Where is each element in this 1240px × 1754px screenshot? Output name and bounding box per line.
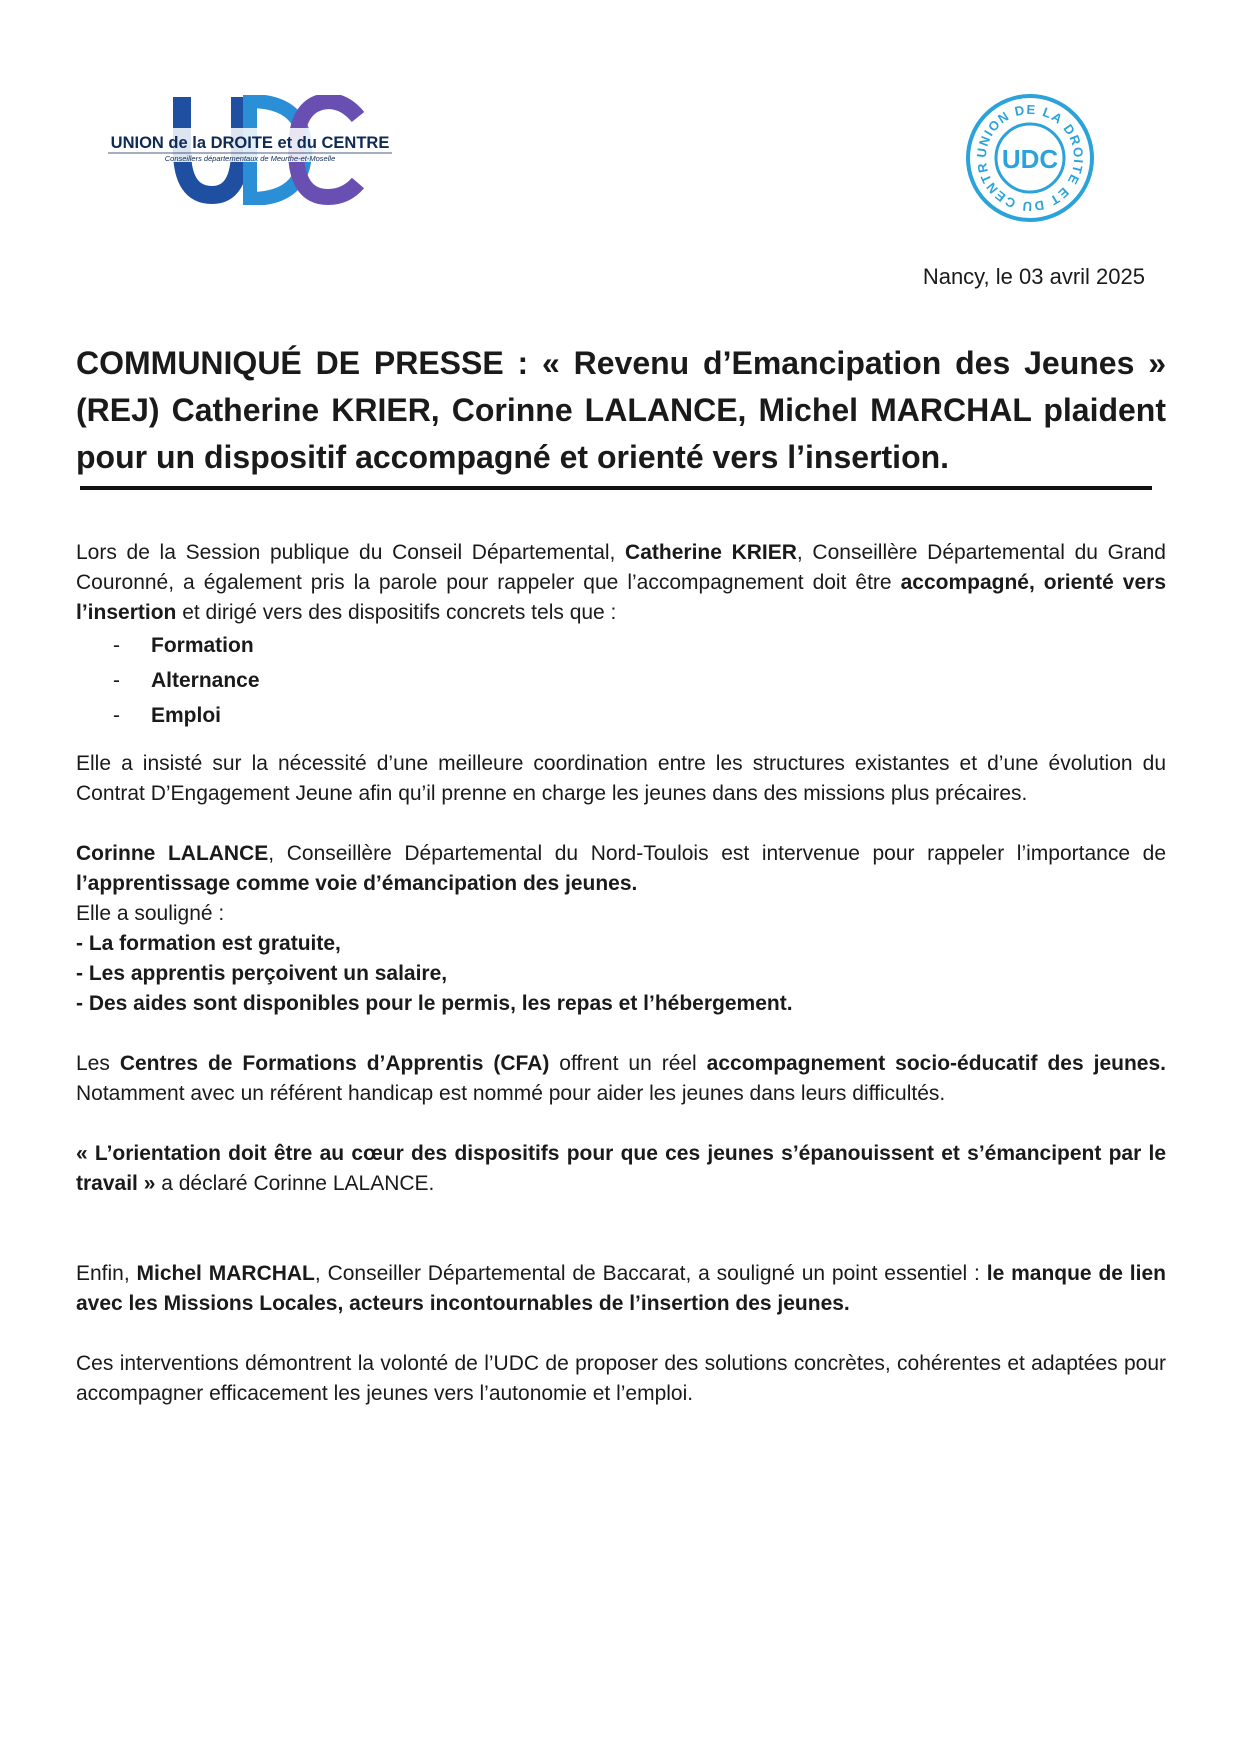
emphasis: accompagnement socio-éducatif des jeunes. [706,1052,1166,1075]
list-item: - La formation est gratuite, [76,932,341,955]
press-body [76,538,1166,1409]
text: Lors de la Session publique du Conseil Départemental, [76,541,626,564]
emphasis: Centres de Formations d’Apprentis (CFA) [119,1052,550,1075]
list-item: - Des aides sont disponibles pour le permis, les repas et l’hébergement. [76,992,793,1015]
dispositifs-list [76,628,1166,733]
text: et dirigé vers des dispositifs concrets tels que : [176,601,617,624]
udc-seal-graphic [964,92,1096,224]
udc-seal [964,92,1096,224]
logo-text-sub: Conseillers départementaux de Meurthe-et-Moselle [164,154,336,163]
lalance-intro: Elle a souligné : [76,902,225,925]
quote: « L’orientation doit être au cœur des dispositifs pour que ces jeunes s’épanouissent et s’émancipent par le travail » [76,1142,1166,1195]
text: Enfin, [76,1262,137,1285]
text: , Conseillère Départemental du Grand Couronné, a également pris la parole pour rappeler que l’accompagnement doit être [76,541,1166,594]
page-title: COMMUNIQUÉ DE PRESSE : « Revenu d’Emancipation des Jeunes » (REJ) Catherine KRIER, Corinne LALANCE, Michel MARCHAL plaident pour un dispositif accompagné et orienté vers l’insertion. [76,345,1166,475]
seal-ring-text: UNION DE LA DROITE ET DU CENTR [973,101,1087,215]
udc-logo [100,95,400,205]
text: offrent un réel [549,1052,707,1075]
seal-center-text: UDC [1001,144,1059,174]
press-date: Nancy, le 03 avril 2025 [922,264,1145,289]
list-item: - Alternance [76,663,1166,698]
text: , Conseiller Départemental de Baccarat, a souligné un point essentiel : [314,1262,987,1285]
name-krier: Catherine KRIER [625,541,797,564]
paragraph-krier [76,538,1166,628]
emphasis: le manque de lien avec les Missions Locales, acteurs incontournables de l’insertion des jeunes. [76,1262,1166,1315]
emphasis: accompagné, orienté vers l’insertion [76,571,1166,624]
paragraph-conclusion: Ces interventions démontrent la volonté de l’UDC de proposer des solutions concrètes, cohérentes et adaptées pour accompagner efficacement les jeunes vers l’autonomie et l’emploi. [76,1352,1166,1405]
paragraph-lalance [76,839,1166,899]
text: a déclaré Corinne LALANCE. [155,1172,435,1195]
udc-logo-graphic [100,95,400,205]
paragraph-marchal [76,1259,1166,1319]
text: Notamment avec un référent handicap est nommé pour aider les jeunes dans leurs difficultés. [76,1082,946,1105]
paragraph-coordination: Elle a insisté sur la nécessité d’une meilleure coordination entre les structures existantes et d’une évolution du Contrat D’Engagement Jeune afin qu’il prenne en charge les jeunes dans des missions plus précaires. [76,752,1166,805]
logo-text-main: UNION de la DROITE et du CENTRE [110,134,390,152]
list-item: - Emploi [76,698,1166,733]
name-lalance: Corinne LALANCE [76,842,269,865]
list-item: - Les apprentis perçoivent un salaire, [76,962,448,985]
paragraph-quote [76,1139,1166,1199]
text: , Conseillère Départemental du Nord-Toulois est intervenue pour rappeler l’importance de [268,842,1166,865]
name-marchal: Michel MARCHAL [136,1262,315,1285]
paragraph-cfa [76,1049,1166,1109]
text: Les [76,1052,120,1075]
list-item: - Formation [76,628,1166,663]
emphasis: l’apprentissage comme voie d’émancipation des jeunes. [76,872,638,895]
title-divider [80,486,1152,490]
